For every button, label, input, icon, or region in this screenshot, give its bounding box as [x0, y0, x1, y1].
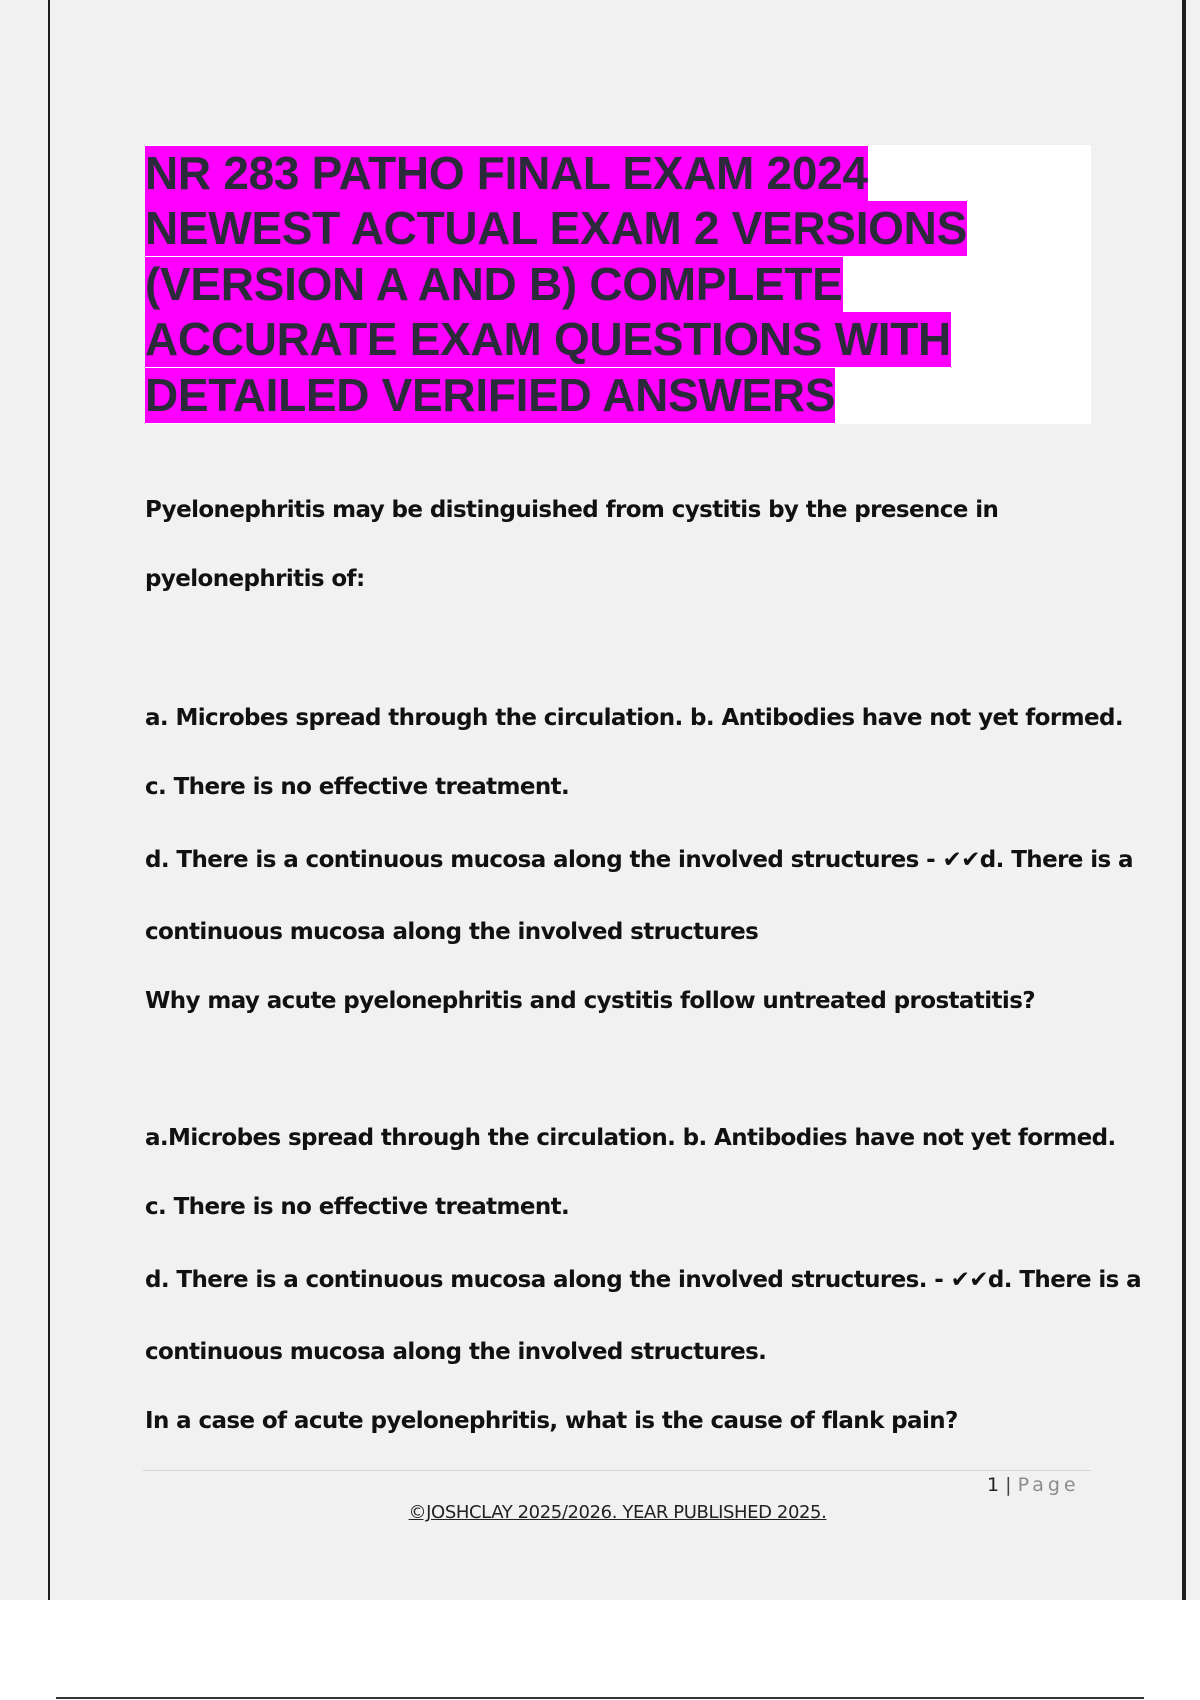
answer-option: d. There is a continuous mucosa along the involved structures. - ✔✔d. There is a	[145, 1267, 1142, 1293]
title-line: (VERSION A AND B) COMPLETE	[145, 258, 843, 310]
answer-option: a. Microbes spread through the circulation. b. Antibodies have not yet formed.	[145, 705, 1123, 731]
page-number-value: 1	[987, 1474, 1000, 1496]
correct-answer: continuous mucosa along the involved structures.	[145, 1339, 767, 1365]
page-border-right	[1182, 0, 1186, 1600]
page-border-left	[48, 0, 50, 1600]
title-line: DETAILED VERIFIED ANSWERS	[145, 369, 836, 421]
bottom-divider	[56, 1697, 1144, 1699]
answer-option: c. There is no effective treatment.	[145, 774, 570, 800]
answer-option: a.Microbes spread through the circulation. b. Antibodies have not yet formed.	[145, 1125, 1116, 1151]
answer-option: c. There is no effective treatment.	[145, 1194, 570, 1220]
copyright-notice: ©JOSHCLAY 2025/2026. YEAR PUBLISHED 2025.	[408, 1502, 827, 1523]
question-text: pyelonephritis of:	[145, 566, 365, 592]
correct-answer: continuous mucosa along the involved structures	[145, 919, 759, 945]
title-line: NEWEST ACTUAL EXAM 2 VERSIONS	[145, 202, 967, 254]
title-line: ACCURATE EXAM QUESTIONS WITH	[145, 313, 951, 365]
question-text: Pyelonephritis may be distinguished from cystitis by the presence in	[145, 497, 999, 523]
page-number-separator: |	[1005, 1474, 1012, 1496]
footer-divider	[143, 1470, 1091, 1471]
page-number	[987, 1473, 1080, 1497]
question-text: Why may acute pyelonephritis and cystitis follow untreated prostatitis?	[145, 988, 1036, 1014]
title-line: NR 283 PATHO FINAL EXAM 2024	[145, 147, 868, 199]
page-number-label: Page	[1017, 1474, 1080, 1496]
question-text: In a case of acute pyelonephritis, what is the cause of flank pain?	[145, 1408, 958, 1434]
answer-option: d. There is a continuous mucosa along the involved structures - ✔✔d. There is a	[145, 847, 1133, 873]
